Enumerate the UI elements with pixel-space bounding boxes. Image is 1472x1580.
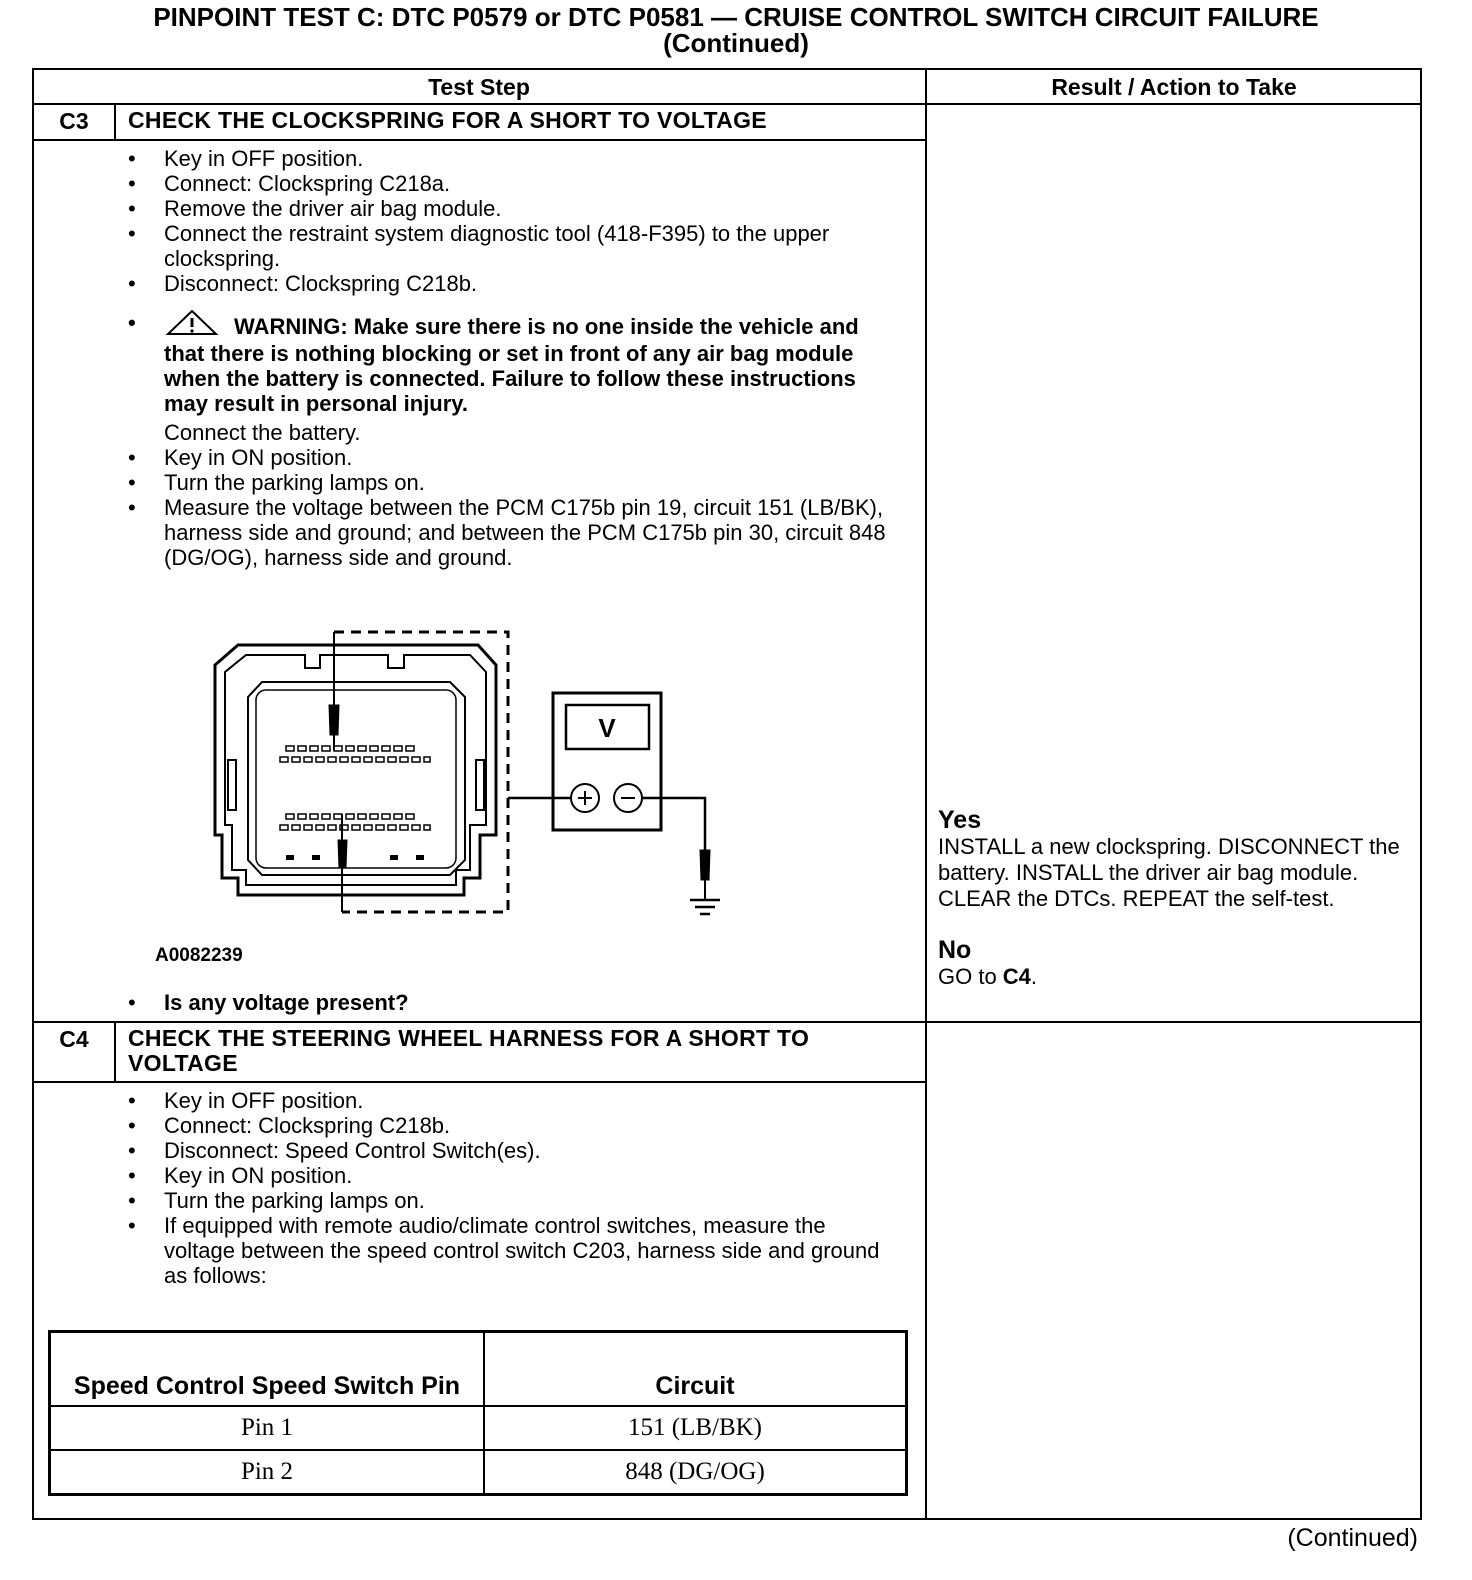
figure-id: A0082239 [155,945,243,966]
dashed-leads [334,632,508,912]
ground-lead [642,798,710,900]
pin-circuit-table [48,1330,908,1496]
c3-result [938,806,1408,990]
c4-step-item: • If equipped with remote audio/climate control switches, measure the voltage between the speed control switch C203, harness side and ground as follows: [120,1213,900,1288]
pin-row-5 [286,855,424,860]
footer-continued: (Continued) [1287,1524,1418,1552]
page-title-line1: PINPOINT TEST C: DTC P0579 or DTC P0581 — CRUISE CONTROL SWITCH CIRCUIT FAILURE [153,2,1319,32]
table-row [50,1406,907,1450]
c3-no-text [938,964,1408,990]
c4-steps-list [120,1088,900,1288]
c3-no-prefix: GO to [938,964,1003,989]
c3-step-item: • Disconnect: Clockspring C218b. [120,271,900,296]
c3-step-title: CHECK THE CLOCKSPRING FOR A SHORT TO VOLTAGE [128,107,767,133]
c3-no-target: C4 [1002,964,1031,989]
c3-step-item: • Connect: Clockspring C218a. [120,171,900,196]
pin-row-3 [286,814,414,819]
c3-step-item: • Key in ON position. [120,445,900,470]
c4-step-item: • Turn the parking lamps on. [120,1188,900,1213]
pin-column-header: Speed Control Speed Switch Pin [50,1332,485,1407]
page-title-line2: (Continued) [663,28,809,58]
c3-question: • Is any voltage present? [120,990,900,1016]
pin-row-4 [280,825,430,830]
c4-step-title: CHECK THE STEERING WHEEL HARNESS FOR A SHORT TO VOLTAGE [128,1025,810,1076]
c4-step-item: • Disconnect: Speed Control Switch(es). [120,1138,900,1163]
pin-row-2 [280,757,430,762]
c3-step-item: • Key in OFF position. [120,146,900,171]
voltmeter-label: V [598,713,616,743]
c4-step-item: • Key in OFF position. [120,1088,900,1113]
header-result-action: Result / Action to Take [1051,74,1297,100]
c3-warning-text: WARNING: Make sure there is no one inside the vehicle and that there is nothing blocking or set in front of any air bag module when the battery is connected. Failure to follow these instructions may result in personal injury. [164,314,859,416]
pin-cell: Pin 1 [50,1406,485,1450]
c4-step-item: • Connect: Clockspring C218b. [120,1113,900,1138]
circuit-cell: 151 (LB/BK) [484,1406,907,1450]
connector-pin-rows [280,746,430,830]
circuit-cell: 848 (DG/OG) [484,1450,907,1495]
c3-step-item: • Measure the voltage between the PCM C175b pin 19, circuit 151 (LB/BK), harness side and ground; and between the PCM C175b pin 30, circuit 848 (DG/OG), harness side and ground. [120,495,900,570]
ground-icon [690,900,720,914]
c3-step-item: • Remove the driver air bag module. [120,196,900,221]
c3-no-suffix: . [1030,964,1038,989]
header-test-step: Test Step [428,74,530,100]
table-row [50,1450,907,1495]
c4-step-id: C4 [59,1026,89,1052]
c3-yes-label: Yes [938,806,982,834]
connector-face [248,682,465,875]
circuit-column-header: Circuit [484,1332,907,1407]
probe-upper [329,632,339,750]
pin-cell: Pin 2 [50,1450,485,1495]
c3-step-item: • Turn the parking lamps on. [120,470,900,495]
c3-step-item: • Connect the restraint system diagnostic tool (418-F395) to the upper clockspring. [120,221,900,271]
c3-step-item: Connect the battery. [164,420,361,445]
c3-no-label: No [938,936,972,964]
c3-yes-text: INSTALL a new clockspring. DISCONNECT the battery. INSTALL the driver air bag module. CLEAR the DTCs. REPEAT the self-test. [938,834,1400,911]
c3-step-id: C3 [59,108,89,134]
pin-row-1 [286,746,414,751]
c4-step-item: • Key in ON position. [120,1163,900,1188]
